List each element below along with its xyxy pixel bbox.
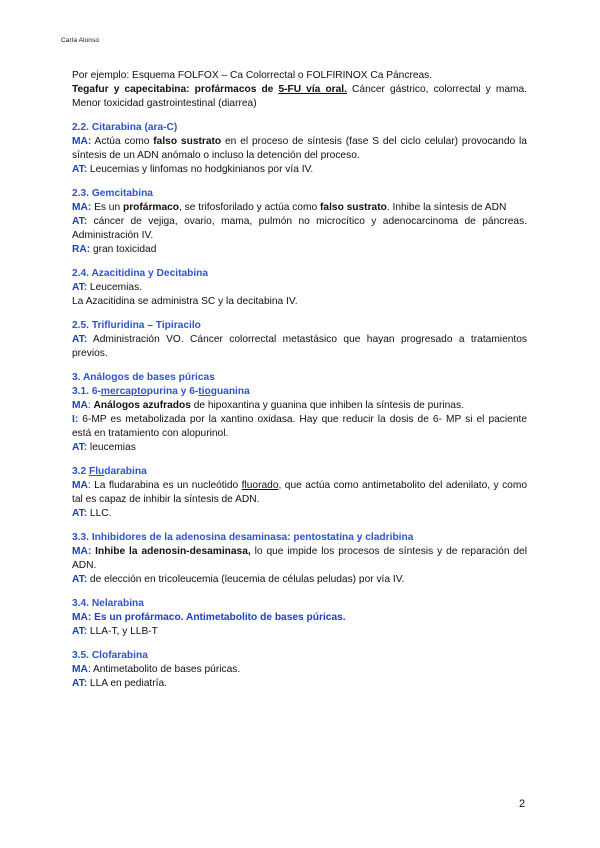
tegafur-underlined: 5-FU vía oral. [278,84,347,95]
section-3-4-ma: MA: Es un profármaco. Antimetabolito de bases púricas. [72,612,346,623]
ra-text: gran toxicidad [90,244,157,255]
author-header: Carla Alonso [61,37,100,44]
section-2-2-at [72,163,527,177]
section-2-3-ma [72,201,527,215]
title-underlined: mercapto [100,386,147,397]
page-number: 2 [519,798,526,810]
at-label: AT: [72,574,88,585]
ma-bold: Inhibe la adenosin-desaminasa, [91,546,251,557]
at-label: AT: [72,282,88,293]
ma-text: : [87,400,94,411]
at-text: leucemias [87,442,136,453]
section-3-1-i [72,413,527,441]
at-text: LLA-T, y LLB-T [87,626,158,637]
section-3-5-at [72,677,527,691]
at-label: AT: [72,164,88,175]
tegafur-bold: Tegafur y capecitabina: profármacos de [72,84,279,95]
title-part: 3.2 [72,466,89,477]
ma-text: . Inhibe la síntesis de ADN [386,202,507,213]
ma-bold: falso sustrato [320,202,387,213]
ma-bold: falso sustrato [153,136,222,147]
section-3-3-at [72,573,527,587]
ma-text: Es un [91,202,123,213]
section-2-3-at [72,215,527,243]
section-3-2-ma [72,479,527,507]
at-text: LLC. [87,508,112,519]
section-2-4-note: La Azacitidina se administra SC y la decitabina IV. [72,296,298,307]
document-body [72,69,527,691]
ma-underlined: fluorado [241,480,279,491]
i-label: I: [72,414,79,425]
ma-text: : La fludarabina es un nucleótido [87,480,242,491]
ma-text: de hipoxantina y guanina que inhiben la síntesis de purinas. [190,400,464,411]
section-2-3-ra [72,243,527,257]
tegafur-rest: Cáncer gástrico, colorrectal y mama. Menor toxicidad gastrointestinal (diarrea) [72,84,527,109]
ma-label: MA: [72,202,92,213]
section-2-5-title: 2.5. Trifluridina – Tipiracilo [72,320,201,331]
at-text: Leucemias. [87,282,143,293]
section-2-2-title: 2.2. Citarabina (ara-C) [72,122,178,133]
at-label: AT: [72,442,88,453]
ma-bold: profármaco [122,202,180,213]
ma-label: MA: [72,136,92,147]
section-3-2-at [72,507,527,521]
ma-label: MA: [72,546,92,557]
title-underlined: tio [198,386,211,397]
section-3-1-ma [72,399,527,413]
section-2-2-ma [72,135,527,163]
title-part: guanina [210,386,250,397]
at-text: LLA en pediatría. [87,678,167,689]
ma-text: lo que impide los procesos de síntesis y de reparación del ADN. [72,546,527,571]
ma-text: : Antimetabolito de bases púricas. [87,664,241,675]
ma-label: MA [72,480,88,491]
at-text: Administración VO. Cáncer colorrectal metastásico que hayan progresado a tratamientos previos. [72,334,527,359]
section-2-5-at [72,333,527,361]
title-underlined: Flu [89,466,105,477]
ma-label: MA [72,400,88,411]
at-text: Leucemias y linfomas no hodgkinianos por vía IV. [87,164,314,175]
intro-example: Por ejemplo: Esquema FOLFOX – Ca Colorrectal o FOLFIRINOX Ca Páncreas. [72,70,433,81]
at-label: AT: [72,508,88,519]
ma-text: Actúa como [91,136,154,147]
ma-text: , que actúa como antimetabolito del adenilato, y como tal es capaz de inhibir la síntesis de ADN. [72,480,527,505]
title-part: purina y 6- [146,386,199,397]
at-text: de elección en tricoleucemia (leucemia de células peludas) por vía IV. [87,574,405,585]
section-2-3-title: 2.3. Gemcitabina [72,188,153,199]
ma-text: en el proceso de síntesis (fase S del ciclo celular) provocando la síntesis de un ADN anómalo o incluso la detención del proceso. [72,136,527,161]
ma-text: , se trifosforilado y actúa como [179,202,321,213]
at-text: cáncer de vejiga, ovario, mama, pulmón no microcítico y adenocarcinoma de páncreas. Administración IV. [72,216,527,241]
i-text: 6-MP es metabolizada por la xantino oxidasa. Hay que reducir la dosis de 6- MP si el paciente está en tratamiento con alopurinol. [72,414,527,439]
at-label: AT: [72,626,88,637]
ma-bold: Análogos azufrados [93,400,191,411]
section-3-title: 3. Análogos de bases púricas [72,372,215,383]
at-label: AT: [72,216,88,227]
title-part: darabina [104,466,147,477]
section-3-5-title: 3.5. Clofarabina [72,650,148,661]
title-part: 3.1. 6- [72,386,101,397]
section-3-1-title [72,385,527,399]
section-2-4-title: 2.4. Azacitidina y Decitabina [72,268,209,279]
section-3-3-ma [72,545,527,573]
intro-tegafur [72,83,527,111]
section-3-3-title: 3.3. Inhibidores de la adenosina desaminasa: pentostatina y cladribina [72,532,414,543]
section-3-4-at [72,625,527,639]
section-3-5-ma [72,663,527,677]
ma-label: MA [72,664,88,675]
section-3-4-title: 3.4. Nelarabina [72,598,144,609]
section-3-1-at [72,441,527,455]
at-label: AT: [72,678,88,689]
section-3-2-title [72,465,527,479]
ra-label: RA: [72,244,91,255]
section-2-4-at [72,281,527,295]
at-label: AT: [72,334,88,345]
